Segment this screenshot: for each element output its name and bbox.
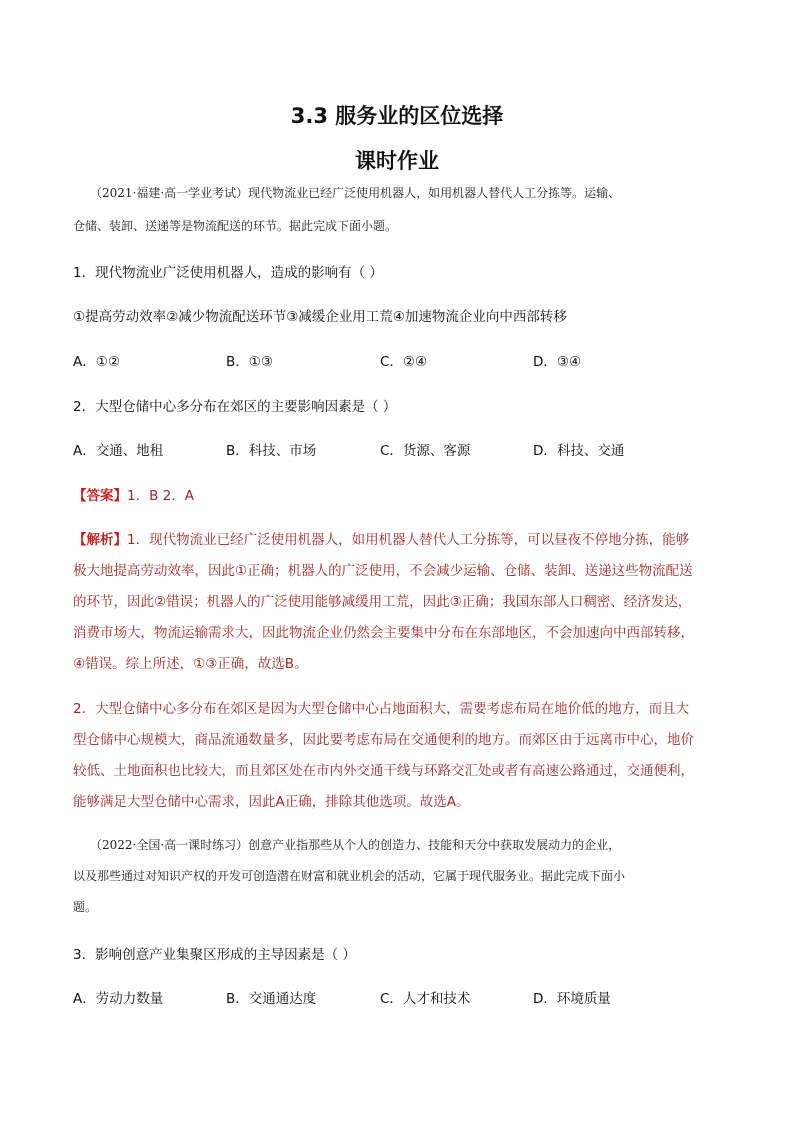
question-2-option-a: A．交通、地租 — [73, 443, 164, 459]
passage2-line-1: （2022·全国·高一课时练习）创意产业指那些从个人的创造力、技能和天分中获取发展动力的企业， — [90, 838, 621, 852]
passage2-line-2: 以及那些通过对知识产权的开发可创造潜在财富和就业机会的活动，它属于现代服务业。据此完成下面小 — [73, 869, 626, 883]
question-2-option-b: B．科技、市场 — [226, 443, 317, 459]
analysis-p2-line-2: 型仓储中心规模大，商品流通数量多，因此要考虑布局在交通便利的地方。而郊区由于远离市中心，地价 — [73, 732, 694, 748]
question-1-option-c: C．②④ — [380, 354, 428, 370]
question-1-stem: 1．现代物流业广泛使用机器人，造成的影响有（ ） — [73, 265, 383, 281]
analysis-p1-line-3: 的环节，因此②错误；机器人的广泛使用能够减缓用工荒，因此③正确；我国东部人口稠密、经济发达， — [73, 594, 692, 610]
question-3-option-a: A．劳动力数量 — [73, 991, 164, 1007]
question-3-stem: 3．影响创意产业集聚区形成的主导因素是（ ） — [73, 947, 356, 963]
passage1-line-2: 仓储、装卸、送递等是物流配送的环节。据此完成下面小题。 — [73, 219, 398, 233]
question-3-option-b: B．交通通达度 — [226, 991, 317, 1007]
analysis-p1-line-4: 消费市场大，物流运输需求大，因此物流企业仍然会主要集中分布在东部地区，不会加速向中西部转移， — [73, 625, 694, 641]
question-1-option-d: D．③④ — [533, 354, 582, 370]
question-1-option-a: A．①② — [73, 354, 120, 370]
question-1-option-b: B．①③ — [226, 354, 273, 370]
question-2-option-c: C．货源、客源 — [380, 443, 471, 459]
analysis-p2-line-4: 能够满足大型仓储中心需求，因此A正确，排除其他选项。故选A。 — [73, 794, 470, 810]
analysis-p1-line-2: 极大地提高劳动效率，因此①正确；机器人的广泛使用，不会减少运输、仓储、装卸、送递这些物流配送 — [73, 563, 693, 579]
analysis-p2-line-1: 2．大型仓储中心多分布在郊区是因为大型仓储中心占地面积大，需要考虑布局在地价低的地方，而且大 — [73, 701, 690, 717]
answer-text: 1．B 2．A — [127, 488, 194, 504]
analysis-p1-line-5: ④错误。综上所述，①③正确，故选B。 — [73, 656, 308, 672]
analysis-tag: 【解析】 — [73, 532, 127, 548]
question-2-stem: 2．大型仓储中心多分布在郊区的主要影响因素是（ ） — [73, 399, 397, 415]
question-2-option-d: D．科技、交通 — [533, 443, 625, 459]
answer-tag: 【答案】 — [73, 488, 127, 504]
question-3-option-c: C．人才和技术 — [380, 991, 471, 1007]
answer-line — [73, 484, 194, 504]
question-1-statements: ①提高劳动效率②减少物流配送环节③减缓企业用工荒④加速物流企业向中西部转移 — [73, 309, 567, 325]
question-3-option-d: D．环境质量 — [533, 991, 611, 1007]
analysis-p1-line-1 — [73, 528, 689, 548]
analysis-p1-line-1-text: 1．现代物流业已经广泛使用机器人，如用机器人替代人工分拣等，可以昼夜不停地分拣，能够 — [127, 532, 690, 548]
passage2-line-3: 题。 — [73, 900, 98, 914]
document-title: 3.3 服务业的区位选择 — [290, 104, 504, 128]
passage1-line-1: （2021·福建·高一学业考试）现代物流业已经广泛使用机器人，如用机器人替代人工分拣等。运输、 — [90, 186, 621, 200]
analysis-p2-line-3: 较低、土地面积也比较大，而且郊区处在市内外交通干线与环路交汇处或者有高速公路通过，交通便利， — [73, 763, 694, 779]
document-subtitle: 课时作业 — [355, 149, 439, 173]
